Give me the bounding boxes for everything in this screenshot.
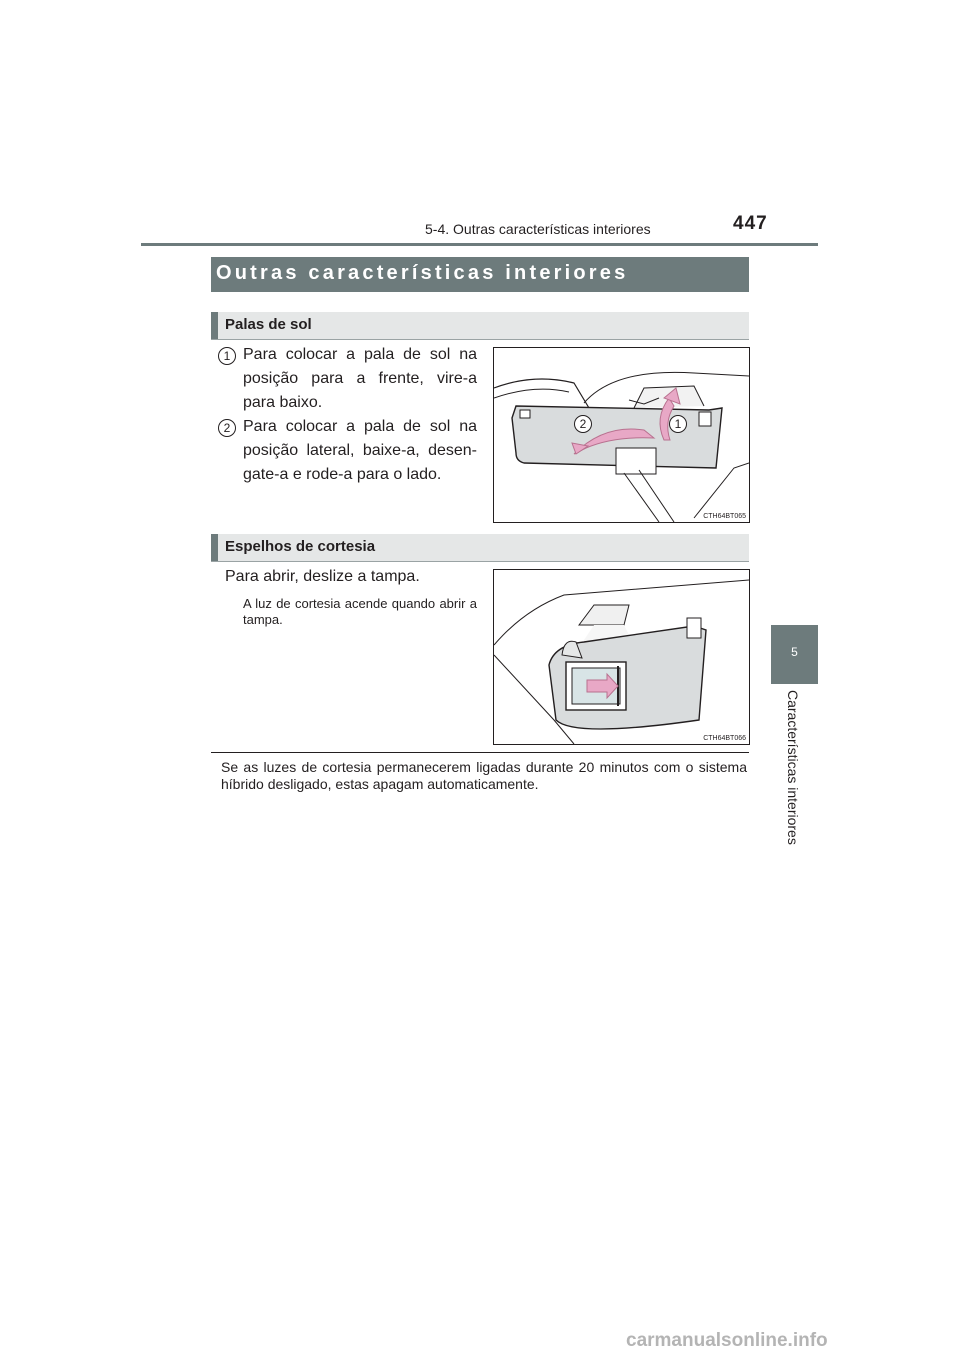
figure-code: CTH64BT065 [703, 513, 746, 520]
watermark-footer: carmanualsonline.info [626, 1330, 828, 1351]
chapter-side-label-wrap [778, 690, 808, 860]
step-marker-2: 2 [218, 419, 236, 437]
vanity-mirror-drawing [494, 570, 749, 744]
note-rule [211, 752, 749, 753]
subsection-bar-vanity-mirrors [211, 534, 749, 562]
callout-2: 2 [574, 415, 592, 433]
mirror-detail: A luz de cortesia acende quando abrir a tampa. [243, 596, 477, 627]
page-number: 447 [733, 213, 768, 234]
step-text-2: Para colocar a pala de sol na posição lateral, baixe-a, desen-gate-a e rode-a para o lado. [243, 418, 477, 483]
subsection-accent [211, 534, 218, 561]
chapter-tab-number: 5 [791, 645, 798, 659]
step-text-1: Para colocar a pala de sol na posição para a frente, vire-a para baixo. [243, 346, 477, 411]
subsection-accent [211, 312, 218, 339]
chapter-side-label: Características interiores [785, 690, 801, 845]
header-rule [141, 243, 818, 246]
step-marker-1: 1 [218, 347, 236, 365]
subsection-title-vanity-mirrors: Espelhos de cortesia [225, 538, 376, 555]
mirror-instruction: Para abrir, deslize a tampa. [225, 568, 420, 585]
subsection-bar-sun-visors [211, 312, 749, 340]
note-text: Se as luzes de cortesia permanecerem ligadas durante 20 minutos com o sistema híbrido desligado, estas apagam automaticamente. [221, 759, 747, 792]
section-title: Outras características interiores [216, 262, 629, 284]
sun-visor-drawing [494, 348, 749, 522]
callout-1: 1 [669, 415, 687, 433]
subsection-title-sun-visors: Palas de sol [225, 316, 312, 333]
figure-code: CTH64BT066 [703, 735, 746, 742]
vanity-mirror-illustration [493, 569, 750, 745]
sun-visor-illustration [493, 347, 750, 523]
running-header-section: 5-4. Outras características interiores [425, 221, 651, 237]
